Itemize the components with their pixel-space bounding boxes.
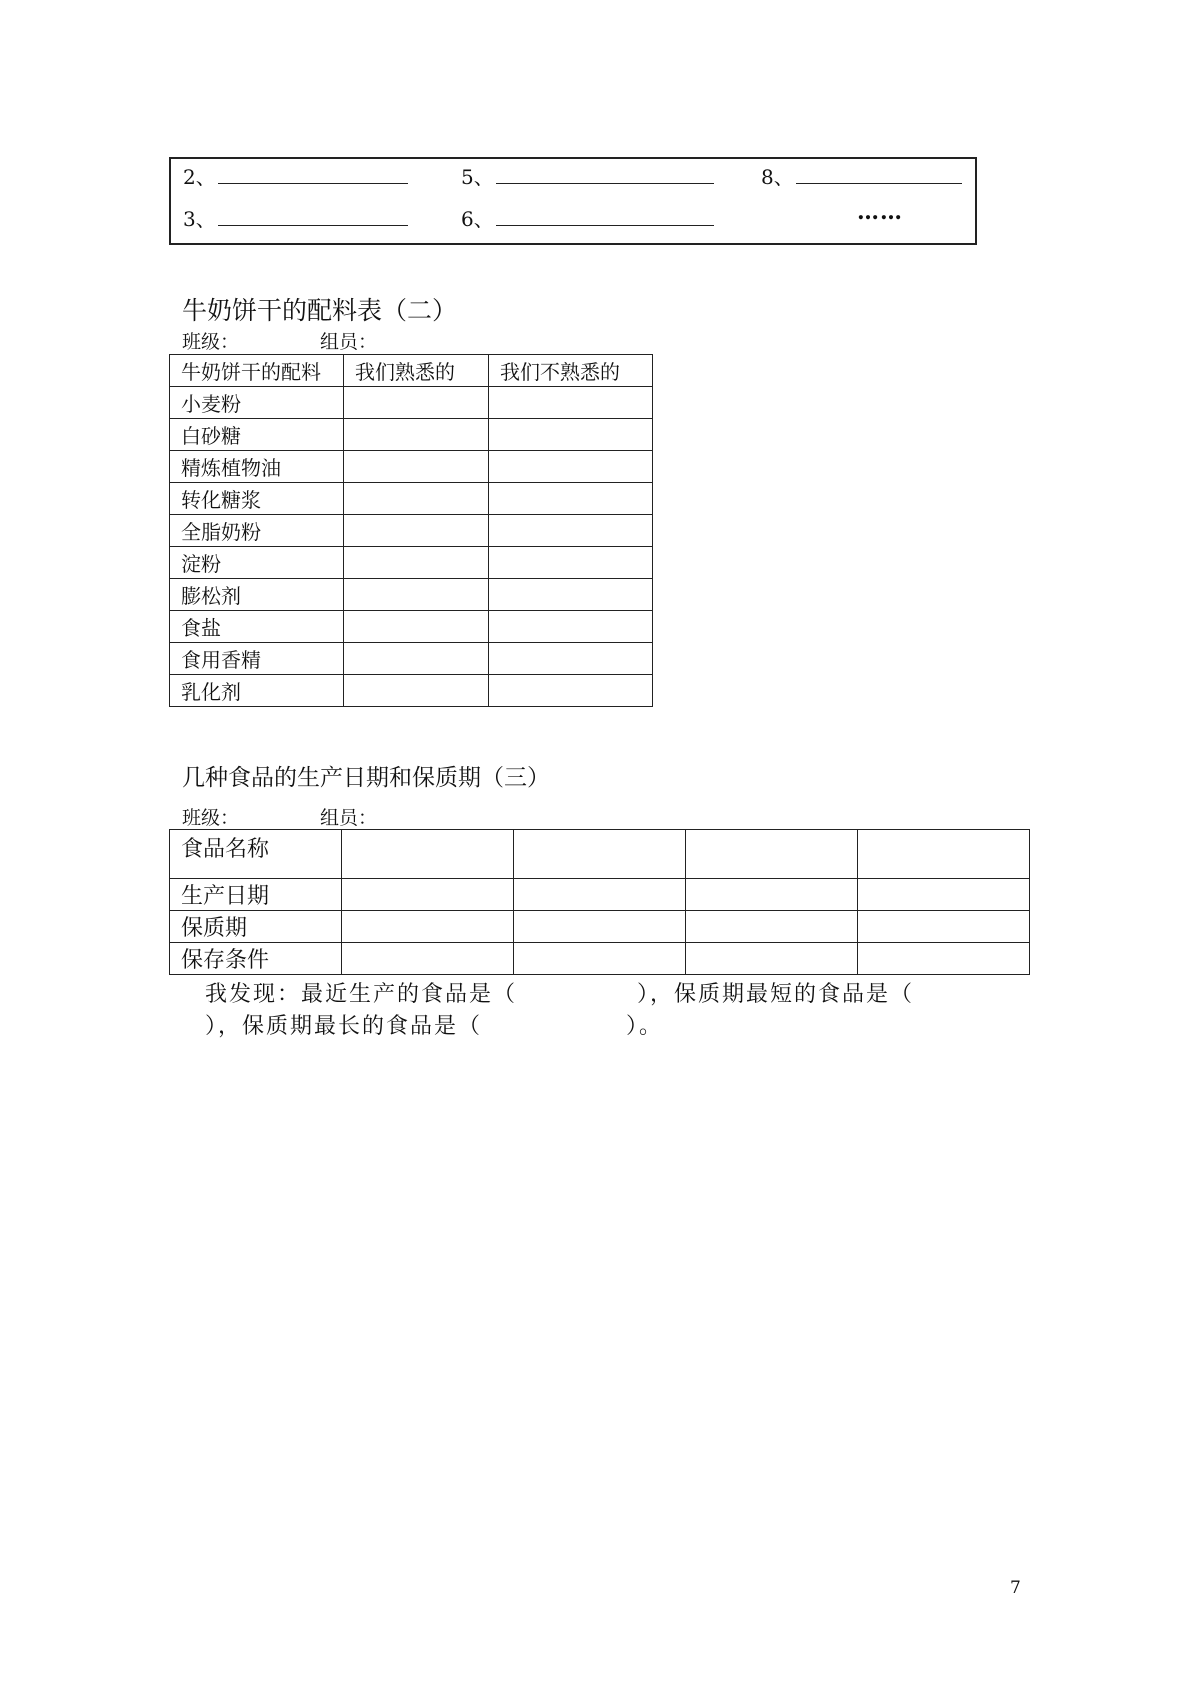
- blank-item-3: [183, 207, 408, 231]
- input-cell[interactable]: [686, 830, 858, 879]
- finding-line-2: ），保质期最长的食品是（ ）。: [205, 1014, 664, 1039]
- blank-line[interactable]: [218, 207, 408, 226]
- input-cell[interactable]: [686, 943, 858, 975]
- table-header-cell: 我们熟悉的: [344, 355, 489, 387]
- food-dates-title: 几种食品的生产日期和保质期（三）: [182, 765, 550, 791]
- table-row: [170, 911, 1030, 943]
- table-row: [170, 879, 1030, 911]
- ingredient-name: 食盐: [170, 611, 344, 643]
- blank-line[interactable]: [796, 165, 962, 184]
- familiar-cell[interactable]: [344, 483, 489, 515]
- table-row: [170, 579, 653, 611]
- input-cell[interactable]: [342, 879, 514, 911]
- ingredient-name: 转化糖浆: [170, 483, 344, 515]
- table-row: [170, 547, 653, 579]
- unfamiliar-cell[interactable]: [489, 643, 653, 675]
- ingredient-name: 白砂糖: [170, 419, 344, 451]
- table-row: [170, 943, 1030, 975]
- ingredient-name: 精炼植物油: [170, 451, 344, 483]
- blank-item-6: [461, 207, 714, 231]
- table-row: [170, 515, 653, 547]
- unfamiliar-cell[interactable]: [489, 611, 653, 643]
- table-row: [170, 419, 653, 451]
- table-row: [170, 611, 653, 643]
- food-class-label: 班级：: [182, 807, 240, 829]
- familiar-cell[interactable]: [344, 451, 489, 483]
- row-label: 保存条件: [170, 943, 342, 975]
- table-row: [170, 643, 653, 675]
- table-row: [170, 451, 653, 483]
- input-cell[interactable]: [858, 911, 1030, 943]
- row-label: 食品名称: [170, 830, 342, 879]
- blank-line[interactable]: [218, 165, 408, 184]
- blank-label: 6、: [461, 207, 494, 231]
- familiar-cell[interactable]: [344, 419, 489, 451]
- ingredient-name: 小麦粉: [170, 387, 344, 419]
- input-cell[interactable]: [514, 879, 686, 911]
- unfamiliar-cell[interactable]: [489, 419, 653, 451]
- blank-label: 2、: [183, 165, 216, 189]
- ingredient-name: 淀粉: [170, 547, 344, 579]
- ingredient-table: [169, 354, 653, 707]
- blank-line[interactable]: [496, 165, 714, 184]
- ingredients-members-label: 组员：: [320, 331, 378, 353]
- unfamiliar-cell[interactable]: [489, 483, 653, 515]
- input-cell[interactable]: [686, 879, 858, 911]
- ingredient-name: 膨松剂: [170, 579, 344, 611]
- blank-item-5: [461, 165, 714, 189]
- input-cell[interactable]: [514, 943, 686, 975]
- blank-item-8: [761, 165, 962, 189]
- unfamiliar-cell[interactable]: [489, 675, 653, 707]
- numbered-blanks-box: [169, 157, 977, 245]
- input-cell[interactable]: [342, 830, 514, 879]
- input-cell[interactable]: [858, 830, 1030, 879]
- table-header-cell: 我们不熟悉的: [489, 355, 653, 387]
- familiar-cell[interactable]: [344, 579, 489, 611]
- familiar-cell[interactable]: [344, 675, 489, 707]
- table-row: [170, 675, 653, 707]
- ingredients-class-label: 班级：: [182, 331, 240, 353]
- blank-label: 3、: [183, 207, 216, 231]
- input-cell[interactable]: [858, 879, 1030, 911]
- table-row: [170, 830, 1030, 879]
- unfamiliar-cell[interactable]: [489, 547, 653, 579]
- blank-item-2: [183, 165, 408, 189]
- unfamiliar-cell[interactable]: [489, 579, 653, 611]
- input-cell[interactable]: [514, 911, 686, 943]
- input-cell[interactable]: [686, 911, 858, 943]
- table-row: [170, 387, 653, 419]
- ingredients-title: 牛奶饼干的配料表（二）: [182, 296, 458, 325]
- familiar-cell[interactable]: [344, 643, 489, 675]
- ellipsis: ……: [857, 199, 903, 225]
- familiar-cell[interactable]: [344, 387, 489, 419]
- ingredient-name: 全脂奶粉: [170, 515, 344, 547]
- table-header-cell: 牛奶饼干的配料: [170, 355, 344, 387]
- unfamiliar-cell[interactable]: [489, 387, 653, 419]
- blank-label: 8、: [761, 165, 794, 189]
- unfamiliar-cell[interactable]: [489, 451, 653, 483]
- input-cell[interactable]: [342, 943, 514, 975]
- table-row: [170, 483, 653, 515]
- input-cell[interactable]: [858, 943, 1030, 975]
- food-dates-table: [169, 829, 1030, 975]
- row-label: 生产日期: [170, 879, 342, 911]
- blank-line[interactable]: [496, 207, 714, 226]
- page-number: 7: [1010, 1578, 1021, 1598]
- familiar-cell[interactable]: [344, 611, 489, 643]
- table-header-row: [170, 355, 653, 387]
- unfamiliar-cell[interactable]: [489, 515, 653, 547]
- familiar-cell[interactable]: [344, 515, 489, 547]
- input-cell[interactable]: [514, 830, 686, 879]
- input-cell[interactable]: [342, 911, 514, 943]
- row-label: 保质期: [170, 911, 342, 943]
- food-members-label: 组员：: [320, 807, 378, 829]
- finding-line-1: 我发现：最近生产的食品是（ ），保质期最短的食品是（: [205, 982, 915, 1007]
- ingredient-name: 食用香精: [170, 643, 344, 675]
- blank-label: 5、: [461, 165, 494, 189]
- familiar-cell[interactable]: [344, 547, 489, 579]
- ingredient-name: 乳化剂: [170, 675, 344, 707]
